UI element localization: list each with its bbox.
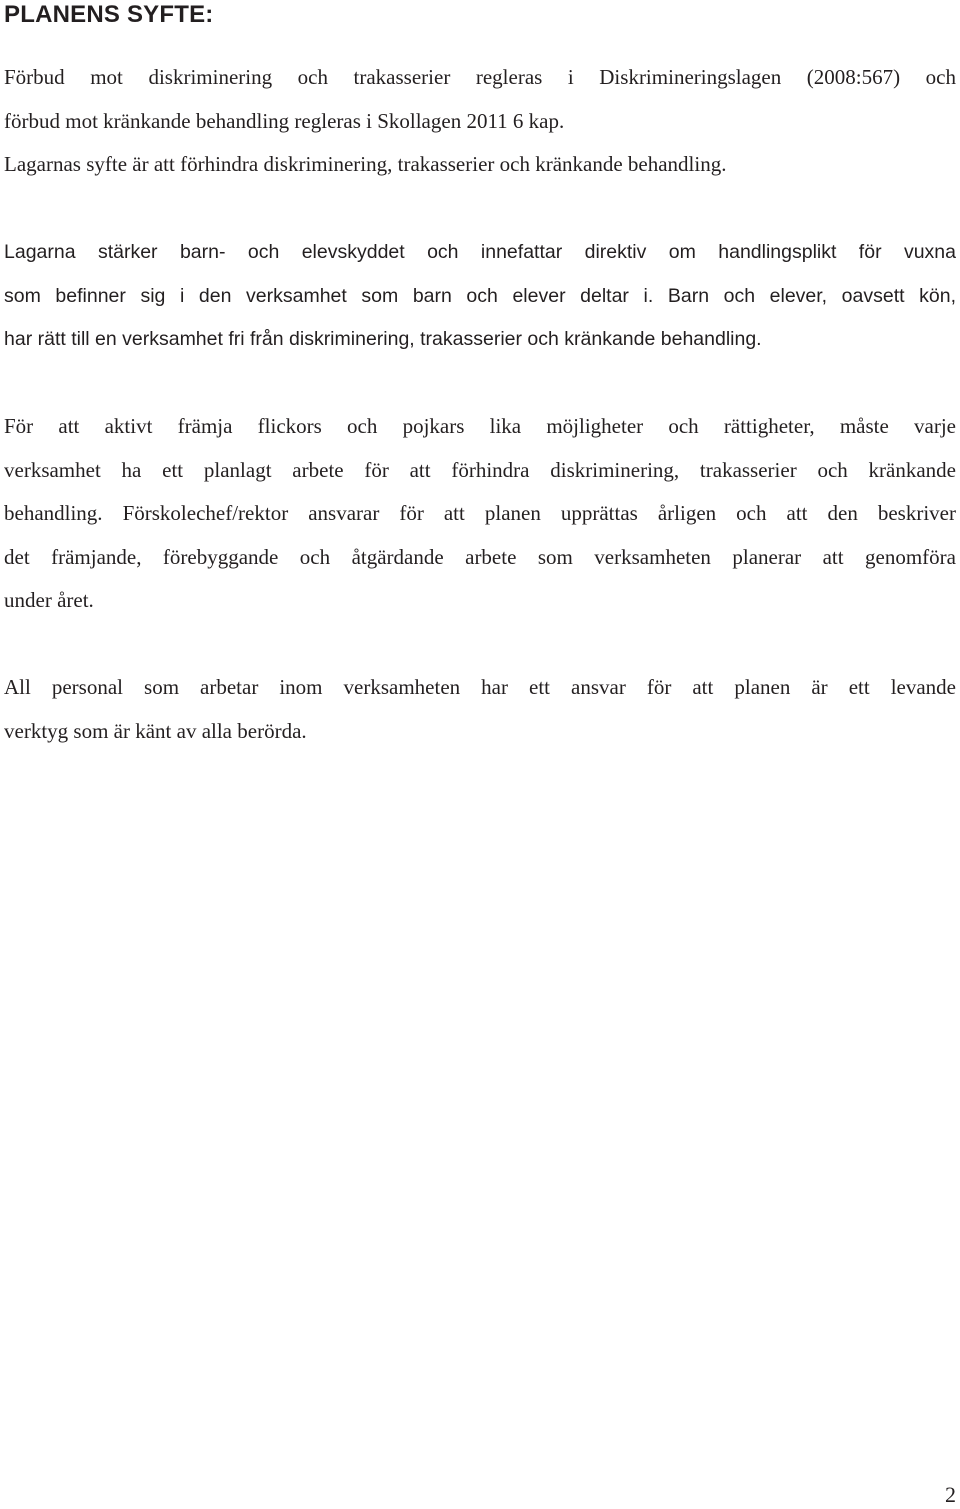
paragraph-legislation [4, 56, 956, 187]
text-line: Förbud mot diskriminering och trakasserier regleras i Diskrimineringslagen (2008:567) och [4, 65, 956, 89]
text-line: behandling. Förskolechef/rektor ansvarar för att planen upprättas årligen och att den beskriver [4, 501, 956, 525]
text-line: All personal som arbetar inom verksamheten har ett ansvar för att planen är ett levande [4, 675, 956, 699]
page-number: 2 [945, 1482, 956, 1507]
text-line: Lagarna stärker barn- och elevskyddet och innefattar direktiv om handlingsplikt för vuxna [4, 241, 956, 263]
paragraph-child-protection [4, 231, 956, 362]
text-line: För att aktivt främja flickors och pojkars lika möjligheter och rättigheter, måste varje [4, 414, 956, 438]
text-line: har rätt till en verksamhet fri från diskriminering, trakasserier och kränkande behandling. [4, 328, 762, 350]
text-line: som befinner sig i den verksamhet som barn och elever deltar i. Barn och elever, oavsett kön, [4, 284, 956, 307]
text-line: verksamhet ha ett planlagt arbete för att förhindra diskriminering, trakasserier och kränkande [4, 457, 956, 482]
text-line: det främjande, förebyggande och åtgärdande arbete som verksamheten planerar att genomföra [4, 544, 956, 569]
text-line: Lagarnas syfte är att förhindra diskriminering, trakasserier och kränkande behandling. [4, 152, 727, 176]
text-line: verktyg som är känt av alla berörda. [4, 718, 307, 743]
page-title: PLANENS SYFTE: [4, 1, 214, 28]
paragraph-equal-opportunities [4, 405, 956, 623]
text-line: under året. [4, 588, 94, 612]
paragraph-staff-responsibility [4, 666, 956, 753]
text-line: förbud mot kränkande behandling regleras i Skollagen 2011 6 kap. [4, 108, 565, 133]
